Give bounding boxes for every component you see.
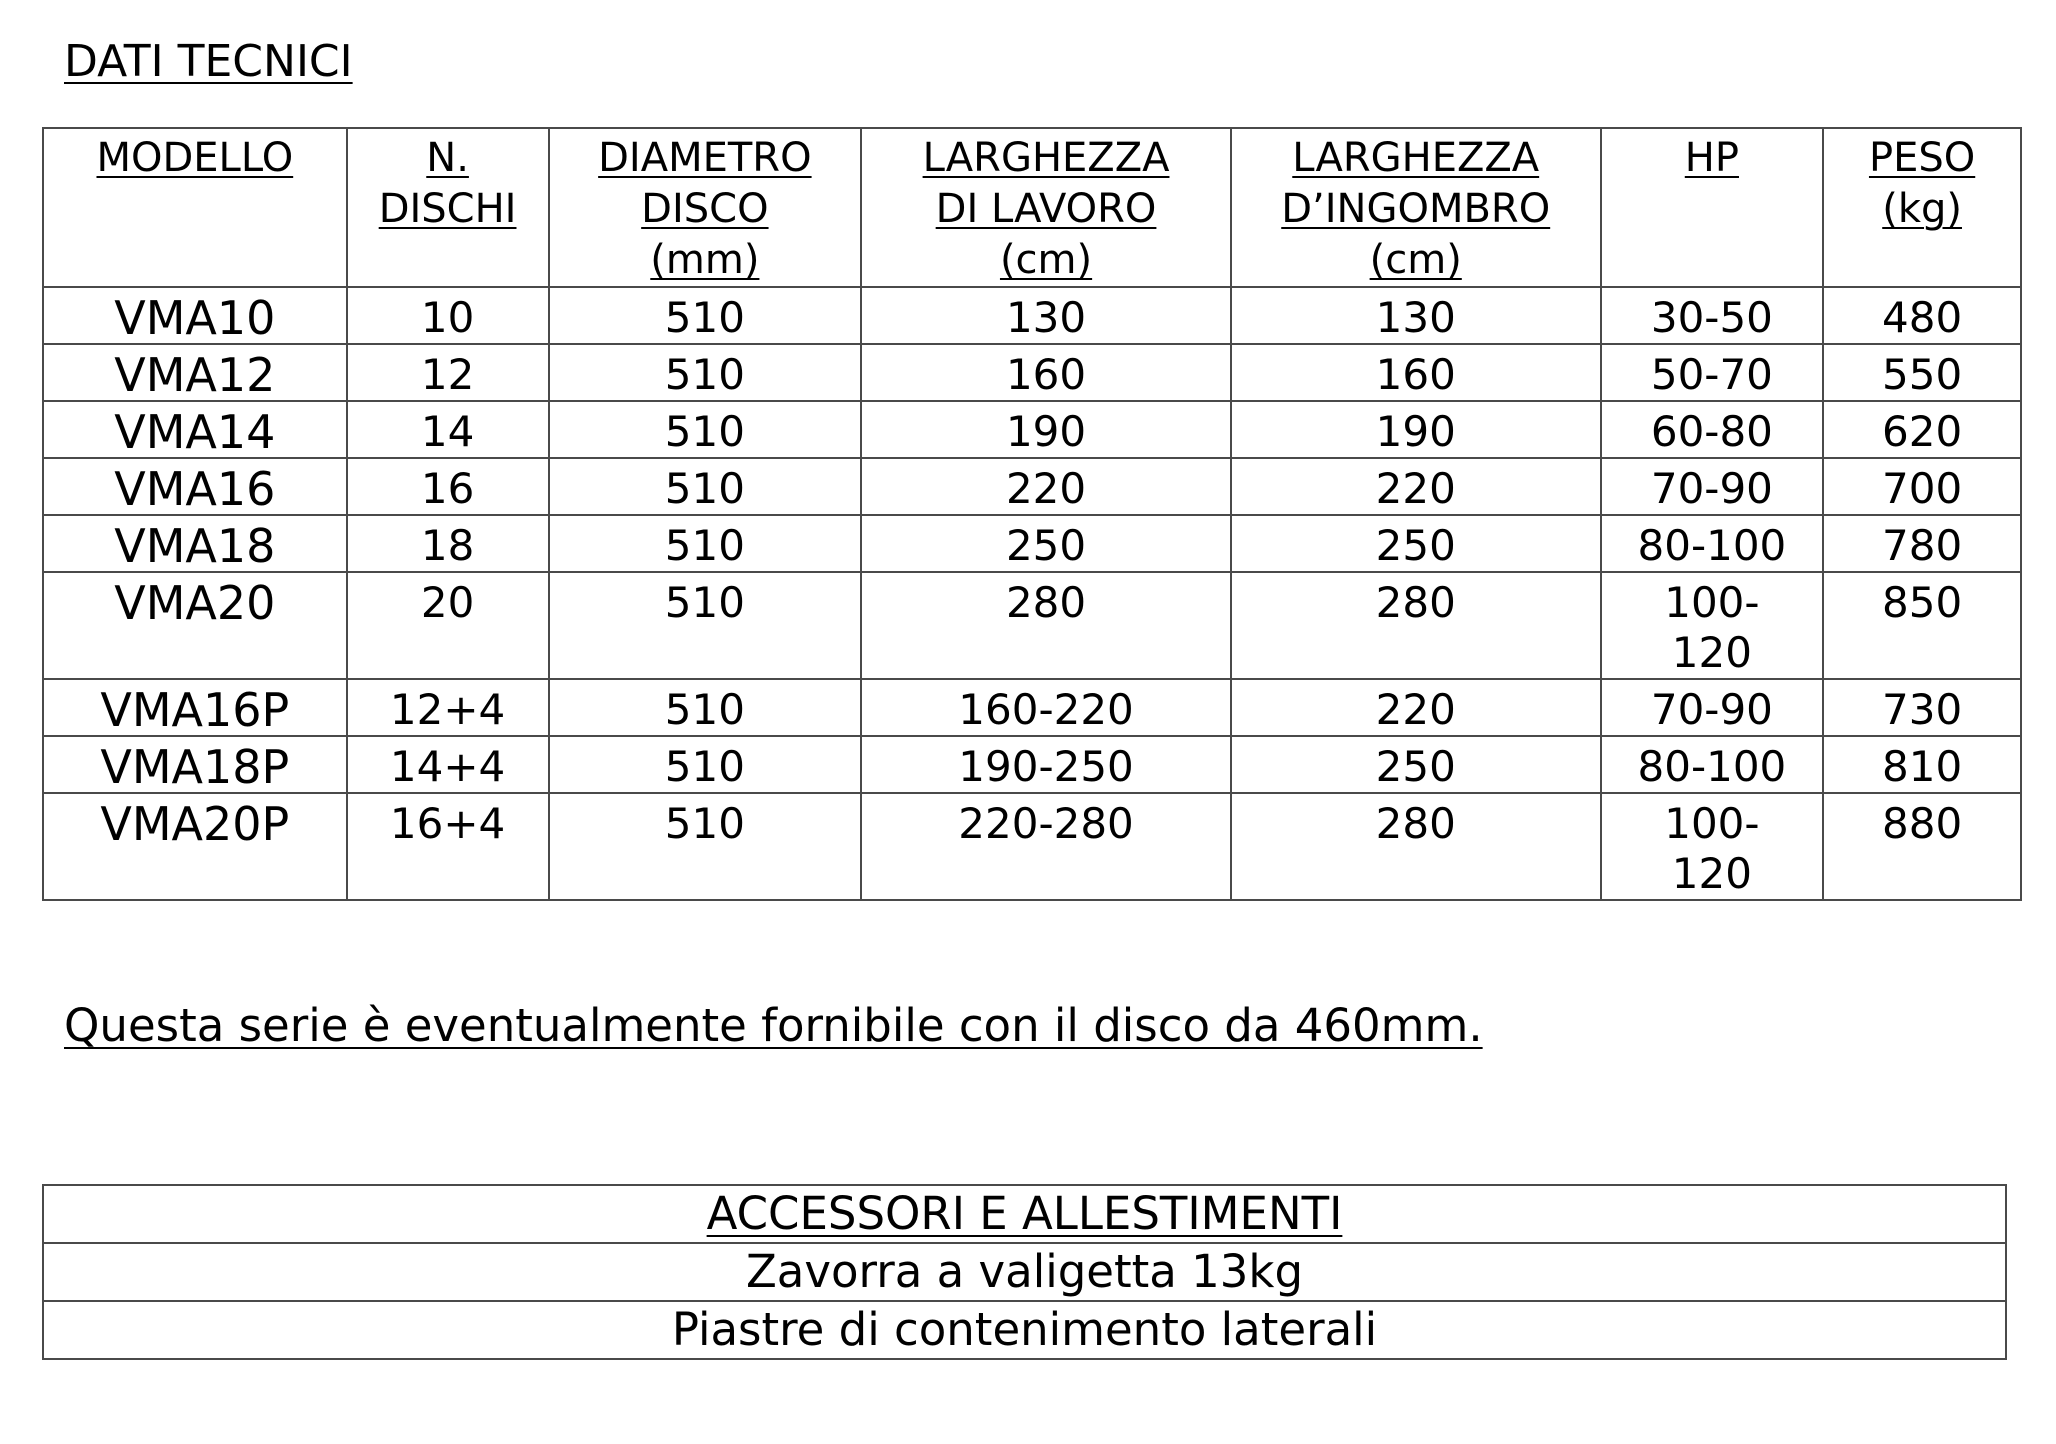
cell-model: VMA14 xyxy=(43,401,347,458)
cell-model: VMA16P xyxy=(43,679,347,736)
cell-working-width: 190-250 xyxy=(861,736,1231,793)
column-header-working-width: LARGHEZZA DI LAVORO (cm) xyxy=(861,128,1231,287)
column-header-model: MODELLO xyxy=(43,128,347,287)
cell-working-width: 160-220 xyxy=(861,679,1231,736)
cell-working-width: 280 xyxy=(861,572,1231,679)
cell-working-width: 190 xyxy=(861,401,1231,458)
column-header-disc-diameter: DIAMETRO DISCO (mm) xyxy=(549,128,862,287)
column-header-weight: PESO (kg) xyxy=(1823,128,2021,287)
technical-data-table xyxy=(42,127,2022,901)
cell-working-width: 220-280 xyxy=(861,793,1231,900)
cell-disc-count: 10 xyxy=(347,287,549,344)
cell-overall-width: 190 xyxy=(1231,401,1601,458)
cell-model: VMA10 xyxy=(43,287,347,344)
cell-weight: 880 xyxy=(1823,793,2021,900)
cell-hp: 60-80 xyxy=(1601,401,1824,458)
accessories-table xyxy=(42,1184,2007,1360)
table-row xyxy=(43,1243,2006,1301)
cell-working-width: 220 xyxy=(861,458,1231,515)
availability-note: Questa serie è eventualmente fornibile con il disco da 460mm. xyxy=(64,999,1483,1052)
table-header-row xyxy=(43,128,2021,287)
cell-model: VMA16 xyxy=(43,458,347,515)
cell-disc-diameter: 510 xyxy=(549,287,862,344)
column-header-disc-count: N. DISCHI xyxy=(347,128,549,287)
cell-working-width: 130 xyxy=(861,287,1231,344)
cell-weight: 850 xyxy=(1823,572,2021,679)
table-row xyxy=(43,515,2021,572)
table-row xyxy=(43,736,2021,793)
cell-model: VMA18 xyxy=(43,515,347,572)
cell-weight: 700 xyxy=(1823,458,2021,515)
page-title: DATI TECNICI xyxy=(64,36,353,87)
cell-overall-width: 220 xyxy=(1231,679,1601,736)
cell-disc-count: 16 xyxy=(347,458,549,515)
cell-weight: 620 xyxy=(1823,401,2021,458)
accessory-item: Piastre di contenimento laterali xyxy=(43,1301,2006,1359)
cell-disc-count: 18 xyxy=(347,515,549,572)
accessories-header: ACCESSORI E ALLESTIMENTI xyxy=(43,1185,2006,1243)
cell-disc-diameter: 510 xyxy=(549,344,862,401)
cell-hp: 70-90 xyxy=(1601,679,1824,736)
cell-overall-width: 280 xyxy=(1231,572,1601,679)
table-row xyxy=(43,793,2021,900)
cell-overall-width: 130 xyxy=(1231,287,1601,344)
cell-disc-diameter: 510 xyxy=(549,401,862,458)
cell-model: VMA18P xyxy=(43,736,347,793)
cell-weight: 550 xyxy=(1823,344,2021,401)
cell-weight: 810 xyxy=(1823,736,2021,793)
cell-model: VMA12 xyxy=(43,344,347,401)
cell-working-width: 250 xyxy=(861,515,1231,572)
cell-disc-count: 16+4 xyxy=(347,793,549,900)
cell-disc-diameter: 510 xyxy=(549,736,862,793)
cell-disc-count: 20 xyxy=(347,572,549,679)
cell-overall-width: 250 xyxy=(1231,515,1601,572)
cell-disc-count: 12+4 xyxy=(347,679,549,736)
cell-model: VMA20P xyxy=(43,793,347,900)
cell-hp: 30-50 xyxy=(1601,287,1824,344)
cell-disc-diameter: 510 xyxy=(549,793,862,900)
cell-disc-count: 14+4 xyxy=(347,736,549,793)
table-row xyxy=(43,458,2021,515)
column-header-overall-width: LARGHEZZA D’INGOMBRO (cm) xyxy=(1231,128,1601,287)
table-row xyxy=(43,1301,2006,1359)
cell-working-width: 160 xyxy=(861,344,1231,401)
cell-disc-count: 12 xyxy=(347,344,549,401)
table-header-row xyxy=(43,1185,2006,1243)
cell-hp: 80-100 xyxy=(1601,515,1824,572)
cell-overall-width: 220 xyxy=(1231,458,1601,515)
cell-hp: 100- 120 xyxy=(1601,793,1824,900)
cell-disc-diameter: 510 xyxy=(549,679,862,736)
table-row xyxy=(43,287,2021,344)
cell-overall-width: 160 xyxy=(1231,344,1601,401)
column-header-hp: HP xyxy=(1601,128,1824,287)
cell-hp: 50-70 xyxy=(1601,344,1824,401)
table-row xyxy=(43,679,2021,736)
cell-disc-diameter: 510 xyxy=(549,458,862,515)
cell-overall-width: 280 xyxy=(1231,793,1601,900)
cell-weight: 780 xyxy=(1823,515,2021,572)
table-row xyxy=(43,401,2021,458)
cell-hp: 100- 120 xyxy=(1601,572,1824,679)
table-row xyxy=(43,572,2021,679)
table-row xyxy=(43,344,2021,401)
cell-weight: 480 xyxy=(1823,287,2021,344)
cell-hp: 70-90 xyxy=(1601,458,1824,515)
cell-disc-diameter: 510 xyxy=(549,572,862,679)
cell-disc-count: 14 xyxy=(347,401,549,458)
cell-hp: 80-100 xyxy=(1601,736,1824,793)
cell-weight: 730 xyxy=(1823,679,2021,736)
accessory-item: Zavorra a valigetta 13kg xyxy=(43,1243,2006,1301)
cell-disc-diameter: 510 xyxy=(549,515,862,572)
cell-overall-width: 250 xyxy=(1231,736,1601,793)
cell-model: VMA20 xyxy=(43,572,347,679)
